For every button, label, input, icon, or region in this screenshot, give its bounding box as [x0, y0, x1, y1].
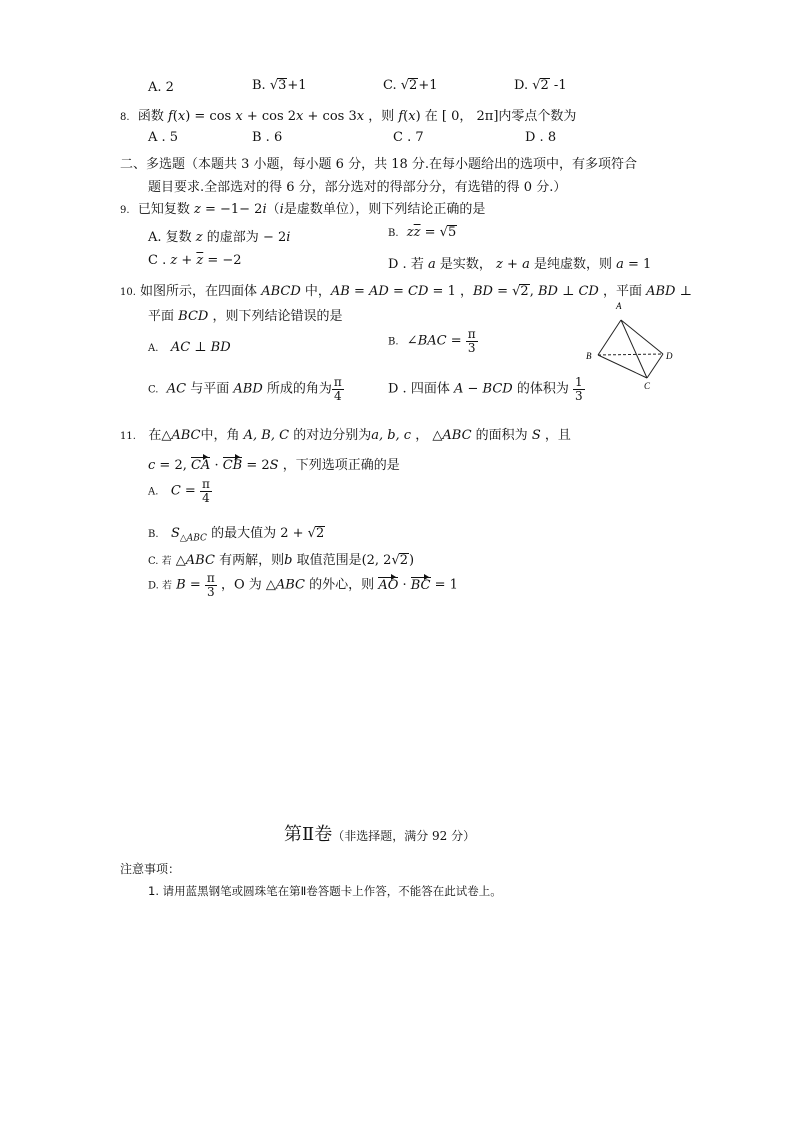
edge-ab	[598, 320, 621, 355]
vertex-label-a: A	[616, 301, 622, 311]
q7-option-a: A. 2	[148, 80, 174, 95]
q9-option-a-text: 的虚部为	[206, 230, 259, 245]
q8-prefix: 函数	[137, 109, 164, 124]
q10-option-c-label: C.	[148, 384, 159, 396]
section2-line1: 二、多选题（本题共 3 小题，每小题 6 分，共 18 分.在每小题给出的选项中，有多项符合	[120, 157, 638, 172]
q9-option-c-label: C .	[148, 253, 167, 268]
q11-option-c-label: C. 若	[148, 556, 172, 567]
q11-text1: 在	[148, 428, 162, 443]
q10-line2b: ，则下列结论错误的是	[212, 309, 343, 324]
q11-stem: 11. 在△ABC中，角 A, B, C 的对边分别为a, b, c ， △ABC 的面积为 S ，且	[120, 428, 571, 443]
q11-option-c-text2: 取值范围是	[296, 553, 362, 568]
q10-option-c: C. AC 与平面 ABD 所成的角为 $\frac{\pi}{4}$	[148, 375, 342, 403]
q10-text1: 如图所示，在四面体	[140, 284, 258, 299]
q9-option-d: D . 若 a 是实数， z + a 是纯虚数，则 a = 1	[388, 257, 652, 272]
vertex-label-b: B	[586, 351, 592, 361]
q9-number: 9.	[120, 205, 130, 216]
notes-item-1: 1. 请用蓝黑钢笔或圆珠笔在第Ⅱ卷答题卡上作答，不能答在此试卷上。	[148, 884, 502, 898]
q10-option-d: D . 四面体 A − BCD 的体积为 $\frac{1}{3}$	[388, 375, 583, 403]
edge-cd	[647, 354, 663, 378]
q7-option-b-label: B.	[252, 78, 266, 93]
q7-option-d: D. √2 -1	[514, 78, 567, 93]
q11-option-c: C. 若 △ABC 有两解，则b 取值范围是(2, 2√2)	[148, 553, 415, 568]
q10-option-a: A. AC ⊥ BD	[148, 340, 231, 355]
q7-option-d-label: D.	[514, 78, 529, 93]
q10-stem-line2: 平面 BCD ，则下列结论错误的是	[148, 309, 343, 324]
q10-option-b-label: B.	[388, 336, 399, 348]
q10-number: 10.	[120, 287, 136, 298]
q9-option-a: A. 复数 z 的虚部为 − 2i	[148, 230, 291, 245]
vertex-label-d: D	[666, 351, 673, 361]
notes-heading: 注意事项：	[120, 862, 181, 876]
q10-option-b: B. ∠BAC = $\frac{\pi}{3}$	[388, 327, 476, 355]
q9-option-d-text: 是实数，	[439, 257, 492, 272]
q11-text6: ，且	[544, 428, 571, 443]
q8-number: 8.	[120, 112, 130, 123]
section2-line2: 题目要求.全部选对的得 6 分，部分选对的得部分分，有选错的得 0 分.）	[148, 180, 567, 195]
q9-option-d-label: D . 若	[388, 257, 424, 272]
edge-ad	[621, 320, 663, 354]
q8-option-a: A . 5	[148, 130, 179, 145]
q10-text3: ，平面	[602, 284, 642, 299]
q11-text2: 中，角	[200, 428, 240, 443]
q11-option-b: B. $S_{\triangle ABC}$ 的最大值为 2 + √2	[148, 526, 325, 544]
q9-option-b-label: B.	[388, 228, 399, 239]
q11-option-d-label: D. 若	[148, 580, 173, 592]
part2-title: 第Ⅱ卷	[284, 824, 333, 845]
edge-ac	[621, 320, 647, 378]
edge-bc	[598, 355, 647, 378]
q11-stem-line2: c = 2, CA · CB = 2S ，下列选项正确的是	[148, 458, 400, 473]
q10-option-d-text: 的体积为	[516, 381, 569, 397]
q8-option-d: D . 8	[525, 130, 557, 145]
q9-option-b: B. $z\overline{z} = √5$	[388, 225, 457, 240]
part2-subtitle: （非选择题，满分 92 分）	[332, 829, 476, 843]
q11-option-b-label: B.	[148, 529, 159, 540]
q7-option-c: C. √2+1	[383, 78, 438, 93]
tetrahedron-figure	[585, 298, 680, 393]
q9-text2: （	[266, 202, 280, 217]
q11-option-d-text2: 的外心，则	[309, 577, 375, 593]
edge-bd-hidden	[598, 354, 663, 355]
q11-text5: 的面积为	[475, 428, 528, 443]
q10-line2a: 平面	[148, 309, 175, 324]
q11-line2: ，下列选项正确的是	[282, 458, 400, 473]
q10-option-c-text2: 所成的角为	[266, 381, 332, 397]
q8-option-b: B . 6	[252, 130, 283, 145]
q11-option-d: D. 若 B = $\frac{\pi}{3}$ ，O 为 △ABC 的外心，则 AO · BC = 1	[148, 571, 458, 599]
q10-option-a-label: A.	[148, 343, 159, 354]
q11-option-a-label: A.	[148, 486, 159, 498]
q10-text2: 中，	[304, 284, 331, 299]
vertex-label-c: C	[644, 381, 651, 391]
q11-text3: 的对边分别为	[293, 428, 372, 443]
q9-stem: 9. 已知复数 z = −1− 2i（i是虚数单位），则下列结论正确的是	[120, 202, 486, 217]
q8-stem: 8. 函数 f(x) = cos x + cos 2x + cos 3x ，则 f(x) 在 [ 0， 2π]内零点个数为	[120, 109, 577, 124]
q8-tail: 内零点个数为	[498, 109, 577, 124]
q9-text3: 是虚数单位），则下列结论正确的是	[283, 202, 486, 217]
q9-text1: 已知复数	[137, 202, 190, 217]
q11-text4: ，	[415, 428, 429, 443]
q10-stem: 10. 如图所示，在四面体 ABCD 中，AB = AD = CD = 1 ，BD = √2, BD ⊥ CD ，平面 ABD ⊥	[120, 284, 692, 299]
q9-option-a-label: A. 复数	[148, 230, 192, 245]
q11-number: 11.	[120, 431, 136, 442]
q11-option-c-text: 有两解，则	[219, 553, 285, 568]
q11-option-b-text: 的最大值为	[211, 526, 277, 541]
q8-option-c: C . 7	[393, 130, 424, 145]
q7-option-c-label: C.	[383, 78, 397, 93]
q9-option-d-text2: 是纯虚数，则	[533, 257, 612, 272]
q9-option-c: C . $z + \overline{z} = -2$	[148, 253, 242, 268]
part2-heading	[284, 820, 475, 846]
q10-option-c-text: 与平面	[190, 381, 230, 397]
q11-option-a: A. C = $\frac{\pi}{4}$	[148, 477, 210, 505]
q10-option-d-label: D . 四面体	[388, 381, 450, 397]
q11-option-d-text: ，O 为	[220, 577, 262, 593]
q7-option-b: B. √3+1	[252, 78, 307, 93]
